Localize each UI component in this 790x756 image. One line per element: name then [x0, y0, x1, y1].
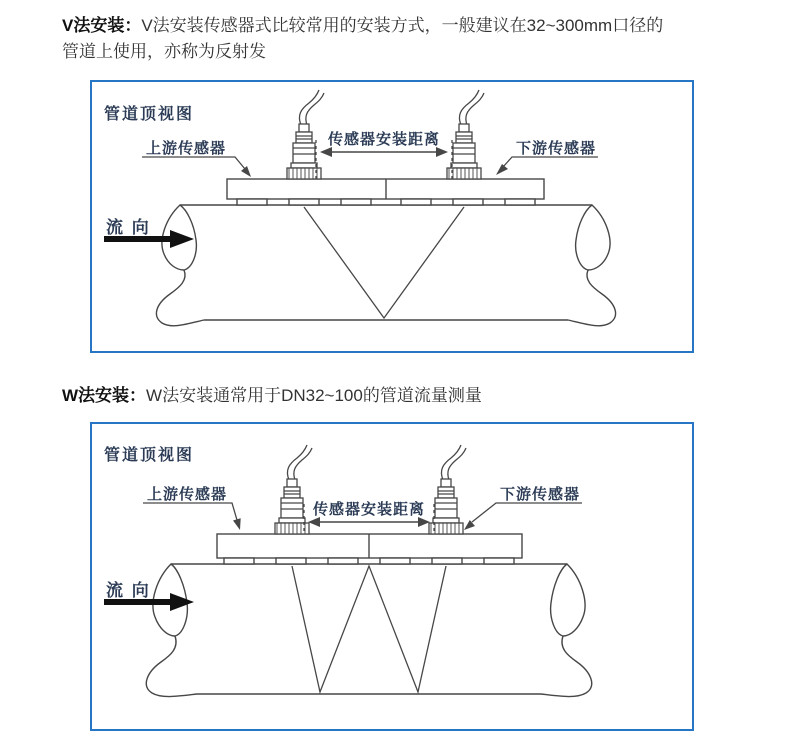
v-heading-bold: V法安装： [62, 16, 142, 35]
downstream-label: 下游传感器 [500, 486, 581, 503]
upstream-label: 上游传感器 [146, 140, 227, 157]
w-heading-line1 [62, 383, 722, 409]
distance-arrow [308, 517, 430, 527]
flow-direction-label: 流 向 [106, 581, 151, 600]
downstream-leader-arrow [464, 503, 582, 530]
downstream-sensor-drawing [429, 445, 466, 534]
v-method-diagram [92, 82, 692, 351]
upstream-sensor-drawing [275, 445, 312, 534]
upstream-sensor-drawing [287, 90, 324, 179]
w-method-diagram [92, 424, 692, 729]
distance-label: 传感器安装距离 [312, 501, 426, 518]
downstream-leader-arrow [496, 157, 598, 175]
w-signal-path [292, 566, 446, 692]
v-method-heading [62, 13, 722, 65]
mounting-rail [227, 179, 544, 205]
upstream-leader-arrow [142, 157, 251, 177]
v-heading-line1 [62, 13, 722, 39]
pipe-drawing [156, 205, 615, 326]
w-heading-bold: W法安装： [62, 386, 147, 405]
w-heading-text: W法安装通常用于DN32~100的管道流量测量 [146, 386, 482, 405]
v-heading-line2: 管道上使用，亦称为反射发 [62, 42, 266, 61]
downstream-label: 下游传感器 [516, 140, 597, 157]
distance-label: 传感器安装距离 [327, 131, 441, 148]
upstream-leader-arrow [143, 503, 241, 530]
flow-direction-label: 流 向 [106, 218, 151, 237]
w-method-diagram-box [90, 422, 694, 731]
v-method-diagram-box [90, 80, 694, 353]
distance-arrow [320, 147, 448, 157]
upstream-label: 上游传感器 [147, 486, 228, 503]
w-method-heading [62, 383, 722, 409]
mounting-rail [217, 534, 522, 564]
pipe-drawing [146, 564, 591, 697]
v-signal-path [304, 207, 464, 318]
pipe-top-view-title: 管道顶视图 [104, 106, 195, 123]
pipe-top-view-title: 管道顶视图 [104, 447, 195, 464]
v-heading-text: V法安装传感器式比较常用的安装方式，一般建议在32~300mm口径的 [141, 16, 664, 35]
